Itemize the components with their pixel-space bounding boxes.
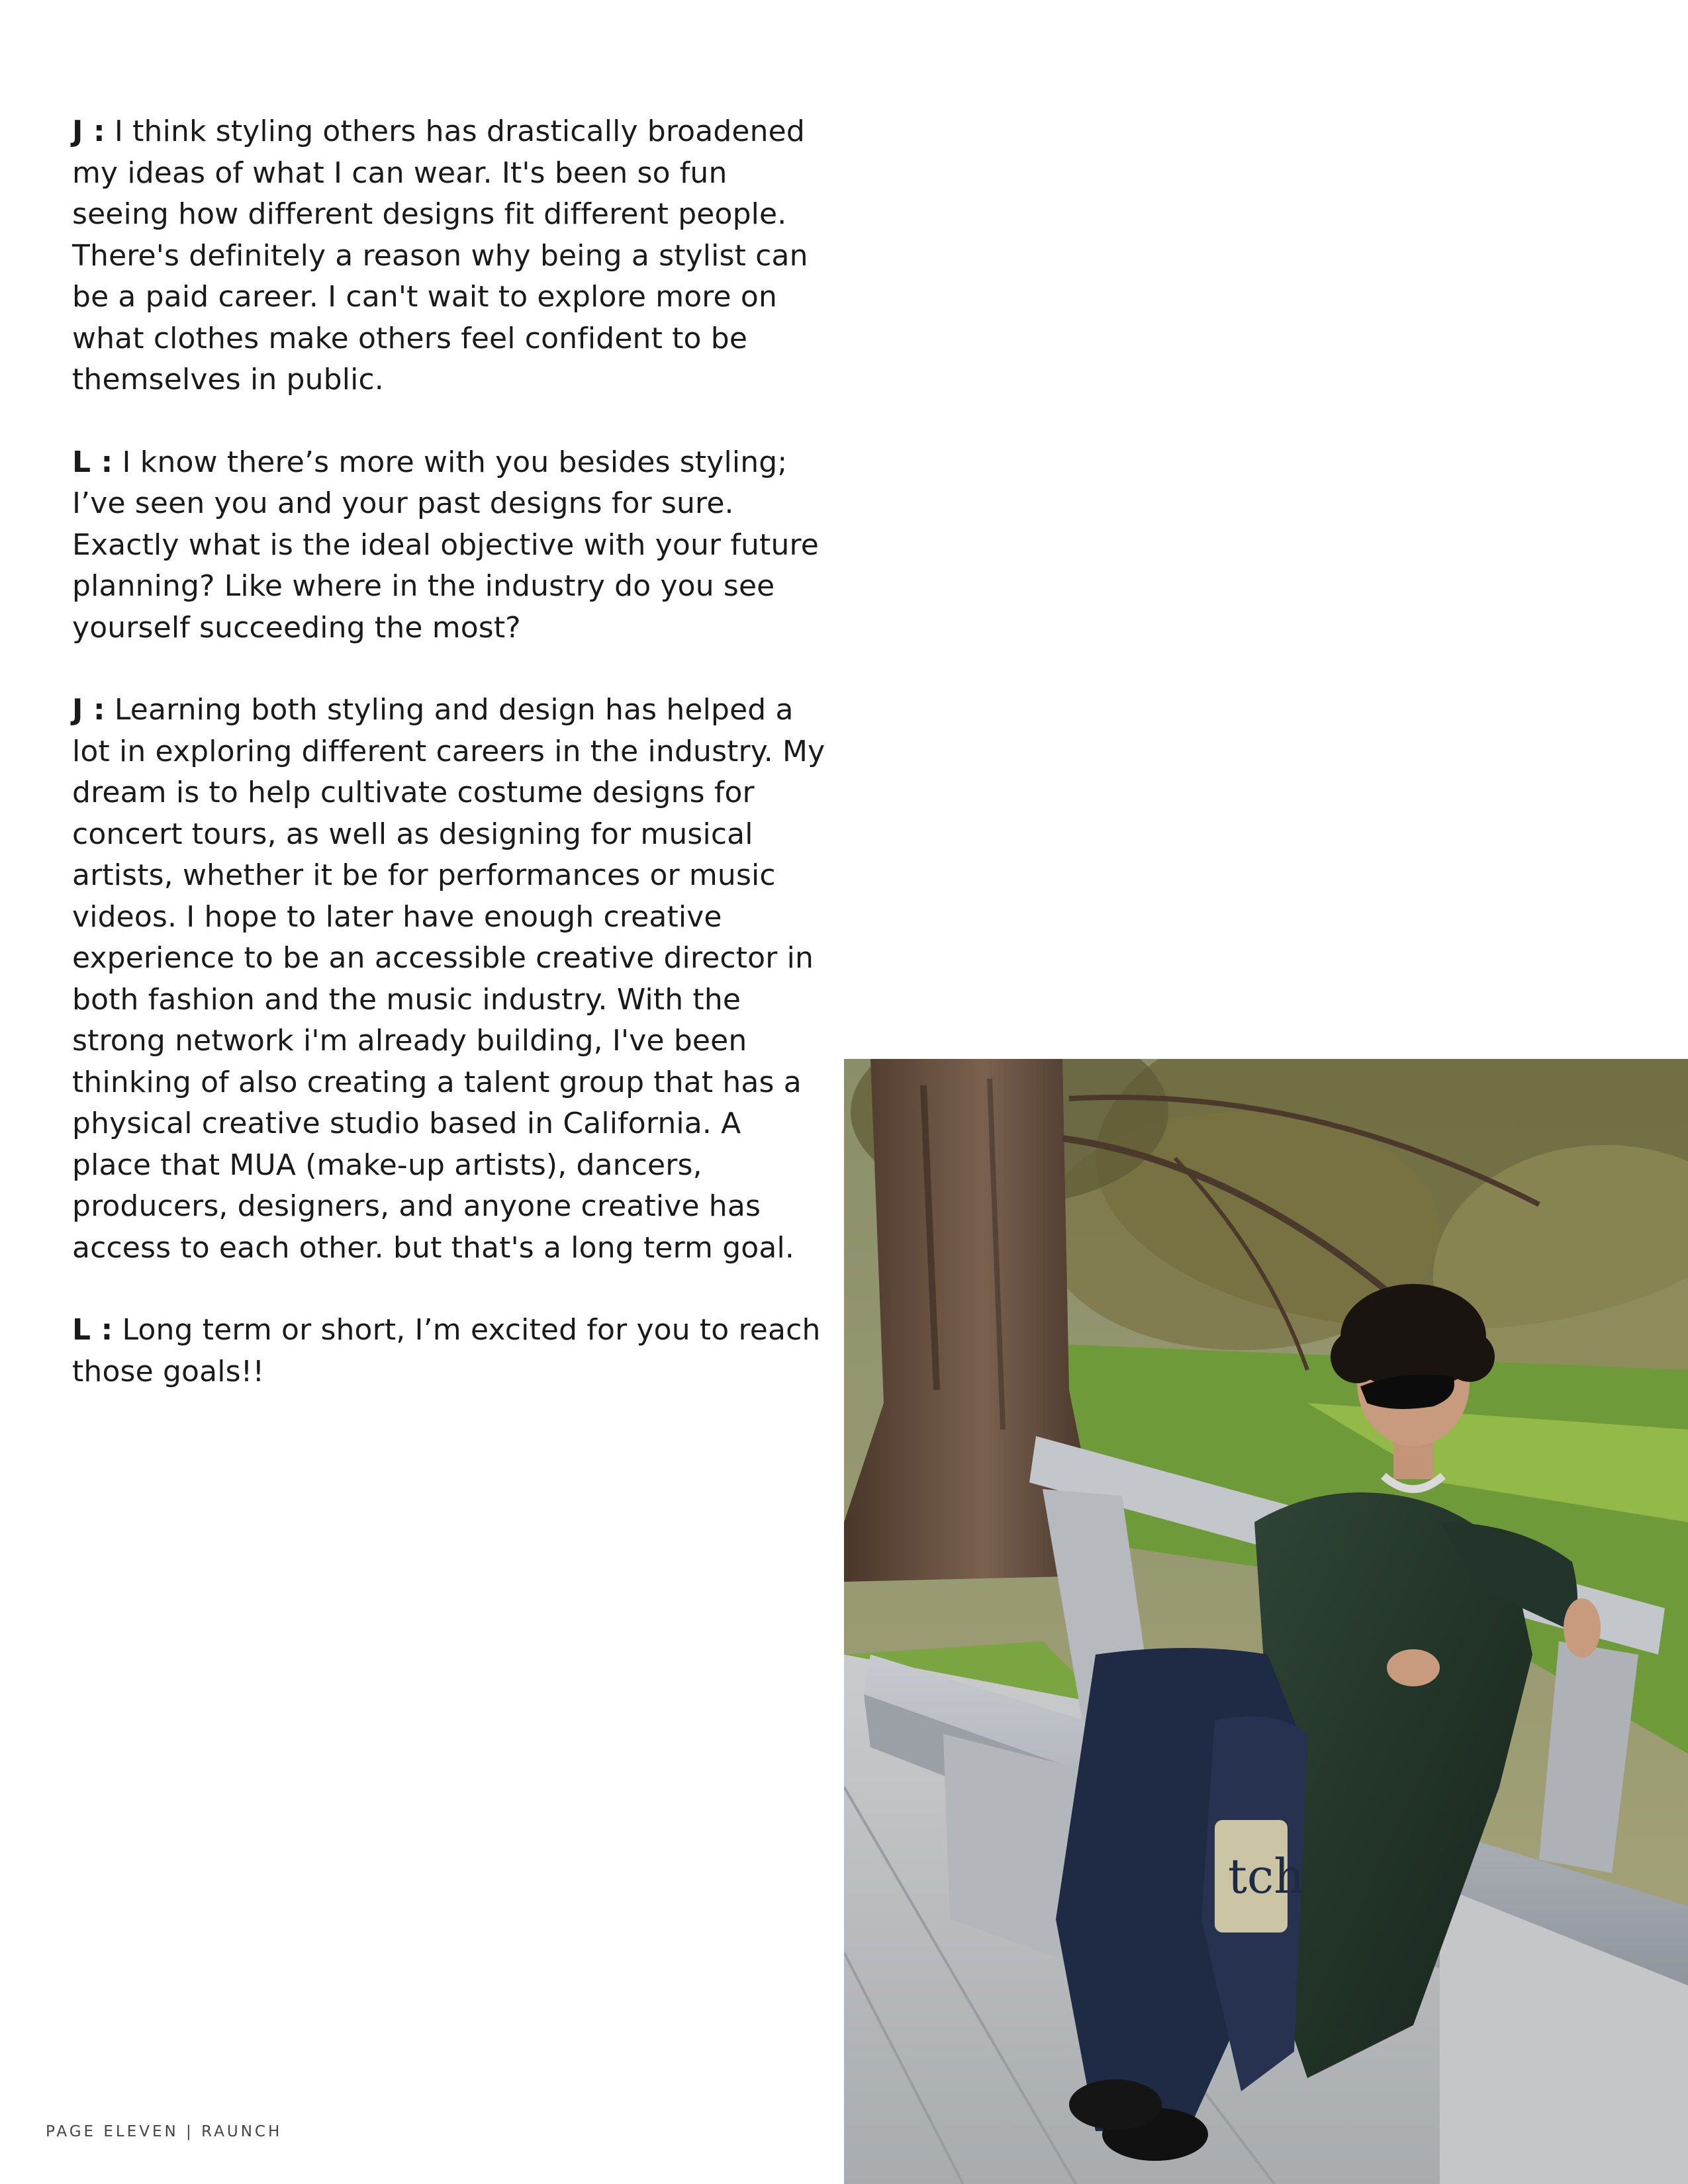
speaker-label: J : xyxy=(72,114,105,148)
jeans-print-text: tch xyxy=(1228,1848,1305,1904)
interview-paragraph-3 xyxy=(72,690,827,1269)
speaker-label: J : xyxy=(72,693,105,727)
speaker-label: L : xyxy=(72,1313,113,1347)
speaker-label: L : xyxy=(72,445,113,479)
interview-column xyxy=(72,111,827,1433)
paragraph-text: I think styling others has drastically broadened my ideas of what I can wear. It's been so fun seeing how different designs fit different people. There's definitely a reason why being a stylist can be a paid career. I can't wait to explore more on what clothes make others feel confident to be themselves in public. xyxy=(72,114,808,396)
portrait-photo-illustration xyxy=(844,1059,1688,2184)
interview-paragraph-2 xyxy=(72,442,827,649)
paragraph-text: Learning both styling and design has helped a lot in exploring different careers in the industry. My dream is to help cultivate costume designs for concert tours, as well as designing for musical artists, whether it be for performances or music videos. I hope to later have enough creative experience to be an accessible creative director in both fashion and the music industry. With the strong network i'm already building, I've been thinking of also creating a talent group that has a physical creative studio based in California. A place that MUA (make-up artists), dancers, producers, designers, and anyone creative has access to each other. but that's a long term goal. xyxy=(72,693,825,1265)
interview-paragraph-1 xyxy=(72,111,827,401)
page-footer: PAGE ELEVEN | RAUNCH xyxy=(46,2123,283,2140)
interview-paragraph-4 xyxy=(72,1310,827,1392)
paragraph-text: I know there’s more with you besides styling; I’ve seen you and your past designs for sure. Exactly what is the ideal objective with your future planning? Like where in the industry do you see yourself succeeding the most? xyxy=(72,445,819,645)
paragraph-text: Long term or short, I’m excited for you to reach those goals!! xyxy=(72,1313,821,1388)
portrait-photo xyxy=(844,1059,1688,2184)
